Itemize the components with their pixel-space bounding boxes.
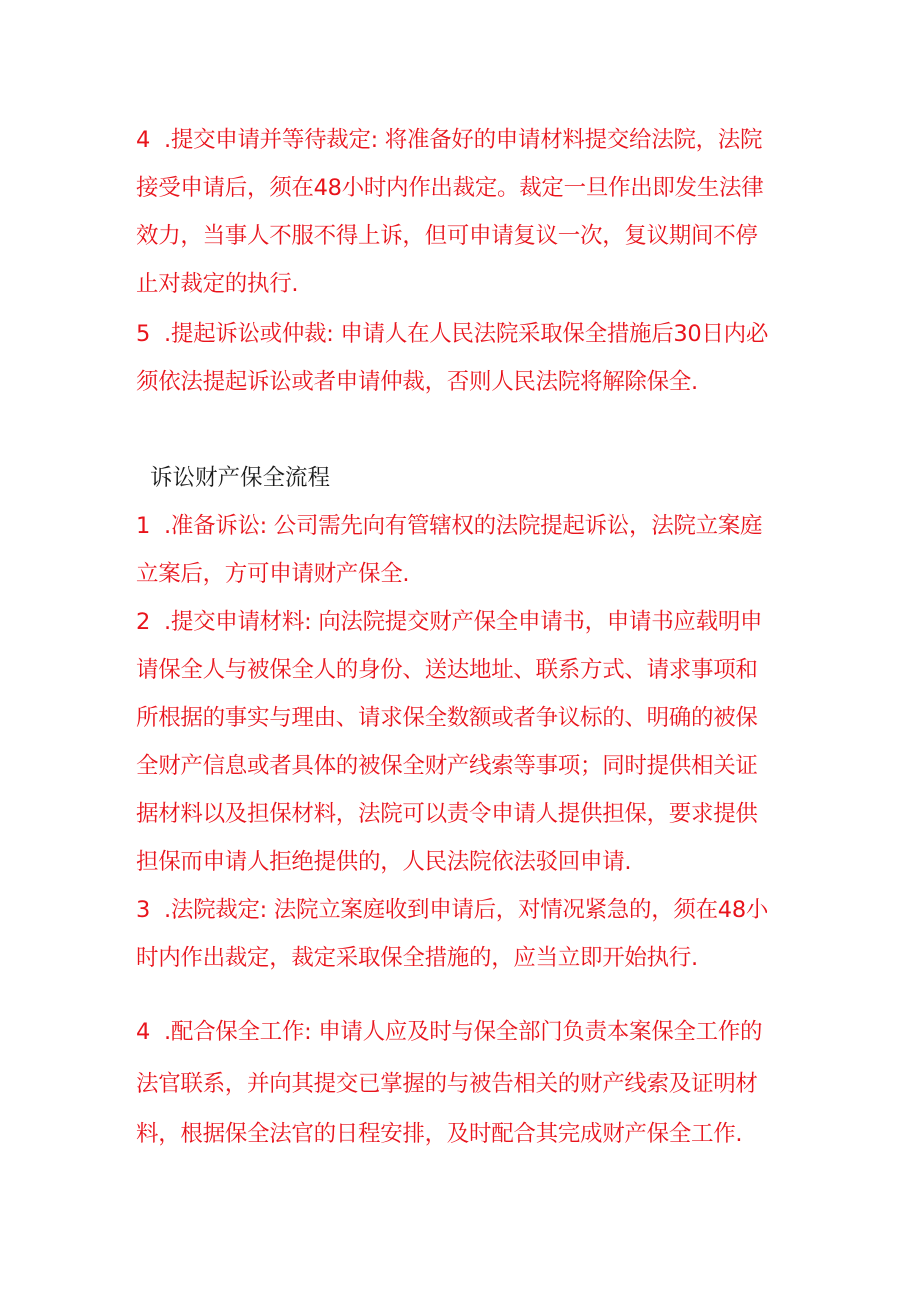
s1-item4-line-4: 止对裁定的执行.: [136, 271, 299, 297]
s2-item3-text-1: 法院立案庭收到申请后，对情况紧急的，须在48小: [266, 897, 769, 923]
s1-item4-label: .提交申请并等待裁定:: [164, 127, 378, 153]
s2-item2-line-6: 担保而申请人拒绝提供的，人民法院依法驳回申请.: [136, 849, 632, 875]
s2-item3-line-1: [136, 894, 806, 926]
s2-item2-line-1: [136, 606, 806, 638]
s2-item1-line-2: 立案后，方可申请财产保全.: [136, 561, 410, 587]
s2-item2-line-2: 请保全人与被保全人的身份、送达地址、联系方式、请求事项和: [136, 657, 758, 683]
s1-item4-line-3: 效力，当事人不服不得上诉，但可申请复议一次，复议期间不停: [136, 223, 758, 249]
s1-item5-text-1: 申请人在人民法院采取保全措施后30日内必: [333, 321, 769, 347]
s2-item3-label: .法院裁定:: [164, 897, 267, 923]
s1-item4-line-2: 接受申请后，须在48小时内作出裁定。裁定一旦作出即发生法律: [136, 175, 764, 201]
s2-item1-label: .准备诉讼:: [164, 513, 267, 539]
s2-item2-line-3: 所根据的事实与理由、请求保全数额或者争议标的、明确的被保: [136, 705, 758, 731]
s2-item2-line-4: 全财产信息或者具体的被保全财产线索等事项；同时提供相关证: [136, 753, 758, 779]
s1-item5-label: .提起诉讼或仲裁:: [164, 321, 334, 347]
s2-item1-text-1: 公司需先向有管辖权的法院提起诉讼，法院立案庭: [266, 513, 763, 539]
s2-item2-text-1: 向法院提交财产保全申请书，申请书应载明申: [311, 609, 763, 635]
s2-item4-line-2: 法官联系，并向其提交已掌握的与被告相关的财产线索及证明材: [136, 1071, 758, 1097]
s1-item5-number: 5: [136, 321, 151, 347]
s2-item4-number: 4: [136, 1019, 151, 1045]
s1-item4-number: 4: [136, 127, 151, 153]
s1-item5-line-2: 须依法提起诉讼或者申请仲裁，否则人民法院将解除保全.: [136, 369, 698, 395]
s2-item2-line-5: 据材料以及担保材料，法院可以责令申请人提供担保，要求提供: [136, 801, 758, 827]
s2-item4-label: .配合保全工作:: [164, 1019, 312, 1045]
s2-item3-line-2: 时内作出裁定，裁定采取保全措施的，应当立即开始执行.: [136, 945, 698, 971]
s2-item1-line-1: [136, 510, 806, 542]
s2-item3-number: 3: [136, 897, 151, 923]
s2-item2-number: 2: [136, 609, 151, 635]
s2-item1-number: 1: [136, 513, 151, 539]
s1-item5-line-1: [136, 318, 806, 350]
s2-item4-line-1: [136, 1016, 806, 1048]
s2-item4-line-3: 料，根据保全法官的日程安排，及时配合其完成财产保全工作.: [136, 1121, 743, 1147]
section-heading: 诉讼财产保全流程: [150, 465, 331, 491]
s2-item4-text-1: 申请人应及时与保全部门负责本案保全工作的: [311, 1019, 763, 1045]
s1-item4-text-1: 将准备好的申请材料提交给法院，法院: [377, 127, 763, 153]
s1-item4-line-1: [136, 124, 806, 156]
s2-item2-label: .提交申请材料:: [164, 609, 312, 635]
